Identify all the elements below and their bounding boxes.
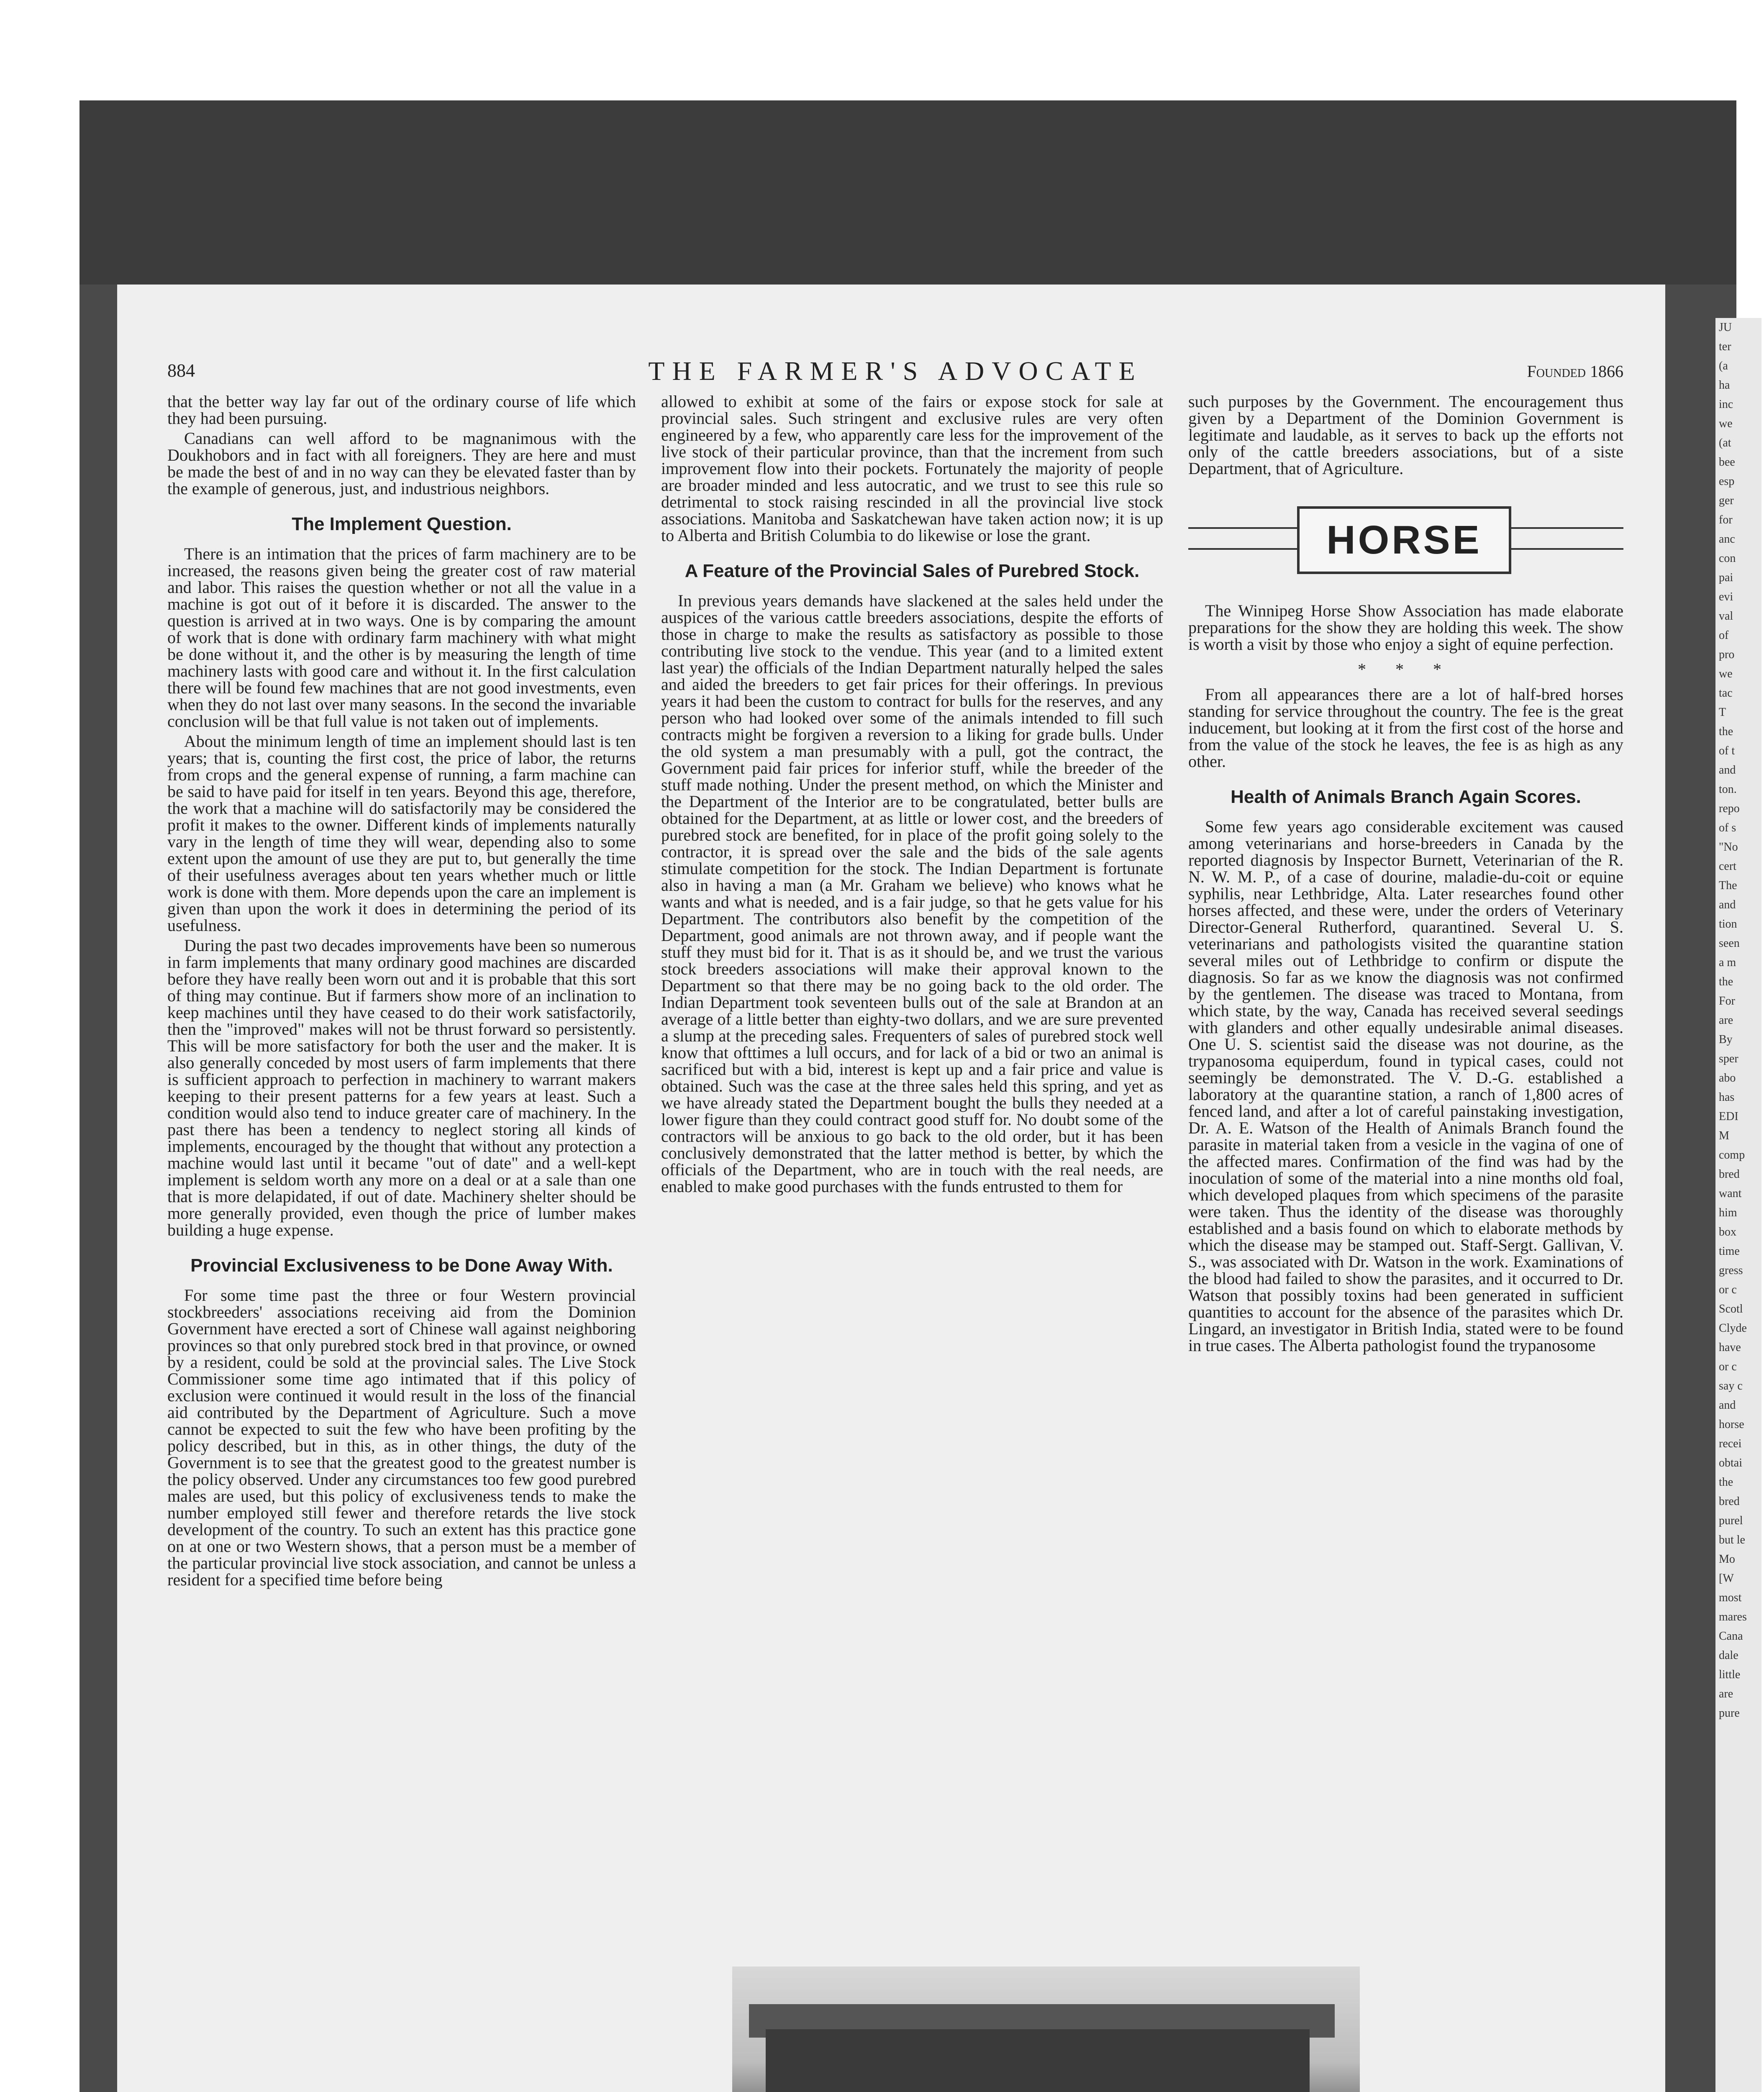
scan-shadow [79,100,1736,285]
facing-page-edge [1715,318,1761,2092]
facing-page-fragment: abo [1719,1072,1736,1084]
column-2 [661,393,1163,1198]
facing-page-fragment: ton. [1719,783,1737,796]
facing-page-fragment: we [1719,417,1733,430]
facing-page-fragment: bred [1719,1495,1740,1508]
facing-page-fragment: a m [1719,956,1736,969]
facing-page-fragment: JU [1719,321,1732,334]
paragraph: that the better way lay far out of the ordinary course of life which they had been pursuing. [167,392,636,428]
facing-page-fragment: val [1719,610,1733,623]
article-heading-implement: The Implement Question. [292,514,512,534]
facing-page-fragment: anc [1719,533,1735,546]
photo-figure [732,1966,1360,2092]
section-separator-stars: * * * [1358,660,1454,679]
facing-page-fragment: most [1719,1591,1742,1604]
facing-page-fragment: have [1719,1341,1741,1354]
publication-title: THE FARMER'S ADVOCATE [648,356,1143,386]
article-heading-provincial: Provincial Exclusiveness to be Done Away With. [190,1255,613,1276]
facing-page-fragment: mares [1719,1610,1747,1623]
facing-page-fragment: By [1719,1033,1733,1046]
facing-page-fragment: of s [1719,821,1736,834]
facing-page-fragment: EDI [1719,1110,1738,1123]
facing-page-fragment: but le [1719,1533,1745,1546]
facing-page-fragment: horse [1719,1418,1744,1431]
column-3 [1188,393,1623,1357]
paragraph: In previous years demands have slackened at the sales held under the auspices of the various cattle breeders associations, despite the efforts of those in charge to make the results as satisfactory as possible to those contributing live stock to the vendue. This year (and to a limited extent last year) the officials of the Indian Department naturally helped the sales and aided the breeders to get fair prices for their offerings. In previous years it had been the custom to contract for bulls for the reserves, and any person who had looked over some of the animals intended to fill such contracts might be forgiven a reversion to a liking for grade bulls. Under the old system a man presumably with a pull, got the contract, the Government paid fair prices for inferior stuff, while the breeder of the stuff made nothing. Under the present method, on which the Minister and the Department of the Interior are to be congratulated, better bulls are obtained for the Department, at as little or lower cost, and the breeders of purebred stock are benefited, for in place of the profit going solely to the contractor, it is spread over the sale and the bids of the sale agents stimulate competition for the stock. The Indian Department is fortunate also in having a man (a Mr. Graham we believe) who knows what he wants and what is needed, and is a fair judge, so that he gets value for his Department. The contributors also benefit by the competition of the Department, good animals are not thrown away, and if people want the stuff they must bid for it. That is as it should be, and we trust the various stock breeders associations will make their approval known to the Department so that there may be no going back to the old order. The Indian Department took seventeen bulls out of the sale at Brandon at an average of a little better than eighty-two dollars, and we are sure prevented a slump at the preceding sales. Frequenters of sales of purebred stock well know that ofttimes a lull occurs, and for lack of a bid or two an animal is sacrificed but with a bid, interest is kept up and a fair price and value is obtained. Such was the case at the three sales held this spring, and yet as we have already stated the Department bought the bulls they needed at a lower figure than they could contract good stuff for. No doubt some of the contractors will be anxious to go back to the old order, but it has been conclusively demonstrated that the latter method is better, by which the officials of the Department, who are in touch with the real needs, are enabled to make good purchases with the funds entrusted to them for [661,591,1163,1196]
facing-page-fragment: inc [1719,398,1733,411]
page-header [167,356,1623,389]
facing-page-fragment: say c [1719,1379,1743,1392]
facing-page-fragment: ter [1719,340,1731,353]
facing-page-fragment: Cana [1719,1630,1743,1643]
article-heading-health: Health of Animals Branch Again Scores. [1231,787,1581,807]
facing-page-fragment: For [1719,995,1735,1008]
facing-page-fragment: seen [1719,937,1740,950]
facing-page-fragment: ha [1719,379,1730,392]
facing-page-fragment: and [1719,764,1736,777]
facing-page-fragment: gress [1719,1264,1743,1277]
facing-page-fragment: ger [1719,494,1734,507]
facing-page-fragment: (at [1719,436,1731,449]
scan-margin-top [0,0,1764,100]
facing-page-fragment: little [1719,1668,1741,1681]
facing-page-fragment: Clyde [1719,1322,1747,1335]
paragraph: allowed to exhibit at some of the fairs or expose stock for sale at provincial sales. Such stringent and exclusive rules are very often engineered by a few, who apparently care less for the improvement of the live stock of their particular province, than that the increment from such improvement flow into their pockets. Fortunately the majority of people are broader minded and less autocratic, and we trust to see this rule so detrimental to stock raising rescinded in all the provincial live stock associations. Manitoba and Saskatchewan have taken action now; it is up to Alberta and British Columbia to do likewise or lose the grant. [661,392,1163,545]
facing-page-fragment: the [1719,725,1733,738]
section-heading-horse: HORSE [1297,506,1511,574]
facing-page-fragment: esp [1719,475,1735,488]
facing-page-fragment: comp [1719,1149,1745,1161]
facing-page-fragment: Scotl [1719,1302,1743,1315]
facing-page-fragment: are [1719,1687,1733,1700]
facing-page-fragment: (a [1719,359,1728,372]
facing-page-fragment: tac [1719,687,1733,700]
paragraph: From all appearances there are a lot of half-bred horses standing for service throughout the country. The fee is the great inducement, but looking at it from the first cost of the horse and from the value of the stock he leaves, the fee is as high as any other. [1188,685,1623,771]
facing-page-fragment: has [1719,1091,1735,1104]
facing-page-fragment: cert [1719,860,1736,873]
article-heading-feature: A Feature of the Provincial Sales of Purebred Stock. [685,561,1140,581]
facing-page-fragment: pure [1719,1707,1740,1720]
facing-page-fragment: sper [1719,1052,1738,1065]
facing-page-fragment: him [1719,1206,1737,1219]
facing-page-fragment: Mo [1719,1553,1735,1566]
paragraph: During the past two decades improvements have been so numerous in farm implements that many ordinary good machines are discarded before they have really been worn out and it is probable that this sort of thing may continue. But if farmers show more of an inclination to keep machines until they have ceased to do their work satisfactorily, then the "improved" makes will not be thrust forward so persistently. This will be more satisfactory for both the user and the maker. It is also generally conceded by most users of farm implements that there is sufficient approach to perfection in machinery to warrant makers keeping to their present patterns for a few years at least. Such a condition would also tend to induce greater care of machinery. In the past there has been a tendency to neglect storing all kinds of implements, encouraged by the thought that without any protection a machine would last until it became "out of date" and a well-kept implement is seldom worth any more on a deal or at a sale than one that is more delapidated, if out of date. Machinery shelter should be more generally provided, even though the price of lumber makes building a huge expense. [167,936,636,1239]
facing-page-fragment: and [1719,1399,1736,1412]
facing-page-fragment: and [1719,898,1736,911]
founded-note: Founded 1866 [1527,362,1623,381]
facing-page-fragment: or c [1719,1360,1737,1373]
facing-page-fragment: or c [1719,1283,1737,1296]
facing-page-fragment: for [1719,513,1733,526]
facing-page-fragment: of [1719,629,1729,642]
facing-page-fragment: repo [1719,802,1740,815]
facing-page-fragment: con [1719,552,1736,565]
photo-upper [732,1966,1360,2092]
facing-page-fragment: are [1719,1014,1733,1027]
facing-page-fragment: we [1719,667,1733,680]
facing-page-fragment: The [1719,879,1737,892]
facing-page-fragment: purel [1719,1514,1743,1527]
facing-page-fragment: bred [1719,1168,1740,1181]
facing-page-fragment: pai [1719,571,1733,584]
column-1 [167,393,636,1592]
paragraph: For some time past the three or four Western provincial stockbreeders' associations receiving aid from the Dominion Government have erected a sort of Chinese wall against neighboring provinces so that only purebred stock bred in that province, or owned by a resident, could be sold at the provincial sales. The Live Stock Commissioner some time ago intimated that if this policy of exclusion were continued it would result in the loss of the financial aid contributed by the Department of Agriculture. Such a move cannot be expected to suit the few who have been profiting by the policy described, but in this, as in other things, the duty of the Government is to see that the greatest good to the greatest number is the policy observed. Under any circumstances too few good purebred males are used, but this policy of exclusiveness tends to make the number employed still fewer and therefore retards the live stock development of the country. To such an extent has this practice gone on at one or two Western shows, that a person must be a member of the particular provincial live stock association, and cannot be unless a resident for a specified time before being [167,1286,636,1589]
facing-page-fragment: obtai [1719,1456,1742,1469]
facing-page-fragment: of t [1719,744,1735,757]
facing-page-fragment: "No [1719,841,1738,854]
facing-page-fragment: bee [1719,456,1735,469]
facing-page-fragment: M [1719,1129,1729,1142]
facing-page-fragment: the [1719,1476,1733,1489]
facing-page-fragment: tion [1719,918,1737,931]
facing-page-fragment: the [1719,975,1733,988]
scan-margin-left [0,0,79,2092]
facing-page-fragment: pro [1719,648,1735,661]
facing-page-fragment: T [1719,706,1726,719]
page-number: 884 [167,360,195,381]
paragraph: The Winnipeg Horse Show Association has made elaborate preparations for the show they are holding this week. The show is worth a visit by those who enjoy a sight of equine perfection. [1188,601,1623,654]
facing-page-fragment: evi [1719,590,1733,603]
paragraph: Canadians can well afford to be magnanimous with the Doukhobors and in fact with all foreigners. They are here and must be made the best of and in no way can they be elevated faster than by the example of generous, just, and industrious neighbors. [167,429,636,498]
section-banner-horse [1188,502,1623,577]
newspaper-page [117,285,1665,2092]
facing-page-fragment: recei [1719,1437,1742,1450]
paragraph: Some few years ago considerable excitement was caused among veterinarians and horse-breeders in Canada by the reported diagnosis by Inspector Burnett, Veterinarian of the R. N. W. M. P., of a case of dourine, maladie-du-coit or equine syphilis, near Lethbridge, Alta. Later researches found other horses affected, and these were, under the orders of Veterinary Director-General Rutherford, quarantined. Several U. S. veterinarians and pathologists visited the quarantine station several miles out of Lethbridge to confirm or dispute the diagnosis. So far as we know the diagnosis was not confirmed by the gentlemen. The disease was traced to Montana, from which state, by the way, Canada has received several seedings with glanders and other equally undesirable animal diseases. One U. S. scientist said the disease was not dourine, as the trypanosoma equiperdum, found in typical cases, could not seemingly be demonstrated. The V. D.-G. established a laboratory at the quarantine station, a ranch of 1,800 acres of fenced land, and after a lot of careful painstaking investigation, Dr. A. E. Watson of the Health of Animals Branch found the parasite in material taken from a vesicle in the vagina of one of the affected mares. Confirmation of the find was had by the inoculation of some of the material into a nine months old foal, which developed plaques from which specimens of the parasite were taken. Thus the identity of the disease was thoroughly established and a basis found on which to elaborate methods by which the disease may be stamped out. Staff-Sergt. Gallivan, V. S., was associated with Dr. Watson in the work. Examinations of the blood had failed to show the parasites, and it occurred to Dr. Watson that possibly toxins had been generated in sufficient quantities to account for the absence of the parasites which Dr. Lingard, an investigator in British India, stated were to be found in true cases. The Alberta pathologist found the trypanosome [1188,817,1623,1355]
photo-building [766,2029,1310,2092]
paragraph: About the minimum length of time an implement should last is ten years; that is, counting the first cost, the price of labor, the returns from crops and the general expense of running, a farm machine can be said to have paid for itself in ten years. Beyond this age, therefore, the work that a machine will do satisfactorily may be considered the profit it makes to the owner. Different kinds of implements naturally vary in the length of time they will wear, depending also to some extent upon the amount of use they are put to, but generally the time of their usefulness averages about ten years whether much or little work is done with them. More depends upon the care an implement is given than upon the work it does in determining the period of its usefulness. [167,732,636,935]
facing-page-fragment: time [1719,1245,1740,1258]
facing-page-fragment: [W [1719,1572,1734,1585]
facing-page-fragment: box [1719,1225,1736,1238]
paragraph: There is an intimation that the prices of farm machinery are to be increased, the reasons given being the greater cost of raw material and labor. This raises the question whether or not all the value in a machine is got out of it before it is discarded. The answer to the question is arrived at in two ways. One is by comparing the amount of work that is done with ordinary farm machinery with what might be done without it, and the other is by measuring the length of time machinery lasts with good care and without it. In the first calculation there will be found few machines that are not good investments, even when they do not last over many seasons. In the second the invariable conclusion will be that full value is not taken out of implements. [167,544,636,731]
facing-page-fragment: dale [1719,1649,1738,1662]
facing-page-fragment: want [1719,1187,1742,1200]
paragraph: such purposes by the Government. The encouragement thus given by a Department of the Dominion Government is legitimate and laudable, as it serves to back up the efforts not only of the cattle breeders associations, but of a siste Department, that of Agriculture. [1188,392,1623,478]
